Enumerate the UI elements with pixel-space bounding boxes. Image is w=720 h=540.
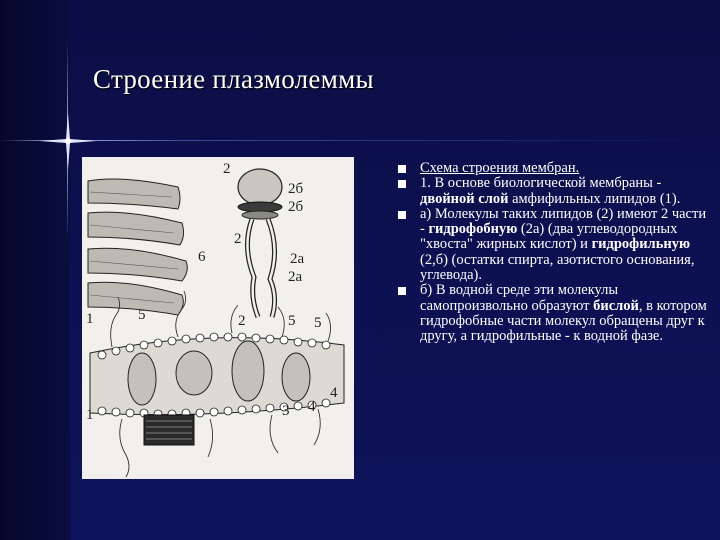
- label-5-c: 5: [314, 315, 322, 331]
- label-5-b: 5: [288, 313, 296, 329]
- text-run: амфифильных липидов (1).: [508, 190, 681, 207]
- membrane-diagram: [82, 157, 354, 479]
- label-3: 3: [282, 403, 290, 419]
- label-2b-2: 2б: [288, 199, 304, 215]
- bullet-text: [420, 160, 579, 176]
- bullet-square: [398, 287, 406, 295]
- bullet-square: [398, 180, 406, 188]
- text-run: а) Молекулы таких липидов (2) имеют 2 части -: [420, 205, 707, 238]
- label-6: 6: [198, 249, 206, 265]
- text-run: б) В водной среде эти молекулы самопроизвольно образуют: [420, 282, 619, 314]
- bullet-text: [420, 175, 680, 206]
- label-5-a: 5: [138, 307, 146, 323]
- bullet-square: [398, 165, 406, 173]
- bullet-item: [381, 161, 713, 176]
- label-1-b: 1: [86, 407, 94, 423]
- label-4-b: 4: [308, 399, 316, 415]
- bullet-text: [420, 206, 706, 283]
- bold-term: двойной слой: [420, 190, 509, 207]
- bold-term: бислой: [593, 297, 639, 314]
- text-run: (2,б) (остатки спирта, азотистого основания, углевода).: [420, 251, 695, 284]
- bullet-square: [398, 211, 406, 219]
- text-run: , в котором гидрофобные части молекул обращены друг к другу, а гидрофильные - к водной фазе.: [420, 297, 707, 345]
- label-2-low: 2: [238, 313, 246, 329]
- label-2-mid: 2: [234, 231, 242, 247]
- label-4-a: 4: [330, 385, 338, 401]
- slide-title: Строение плазмолеммы: [93, 64, 374, 94]
- label-2-top: 2: [223, 161, 231, 177]
- bold-term: гидрофильную: [591, 236, 691, 253]
- text-run: (2а) (два углеводородных "хвоста" жирных кислот) и: [420, 221, 678, 253]
- label-2b-1: 2б: [288, 181, 304, 197]
- bullet-item: [381, 283, 713, 344]
- bullet-item: [381, 176, 713, 207]
- underlined-heading: Схема строения мембран.: [420, 160, 580, 176]
- bullet-list: [381, 161, 713, 345]
- text-run: 1. В основе биологической мембраны -: [420, 175, 662, 192]
- bullet-text: [420, 282, 707, 344]
- bullet-item: [381, 207, 713, 283]
- description-panel: [381, 161, 713, 345]
- bold-term: гидрофобную: [428, 221, 518, 238]
- label-2a-2: 2а: [288, 269, 303, 285]
- left-decor-band: [0, 0, 70, 540]
- label-1-a: 1: [86, 311, 94, 327]
- label-2a-1: 2а: [290, 251, 305, 267]
- horizontal-rule: [0, 140, 720, 141]
